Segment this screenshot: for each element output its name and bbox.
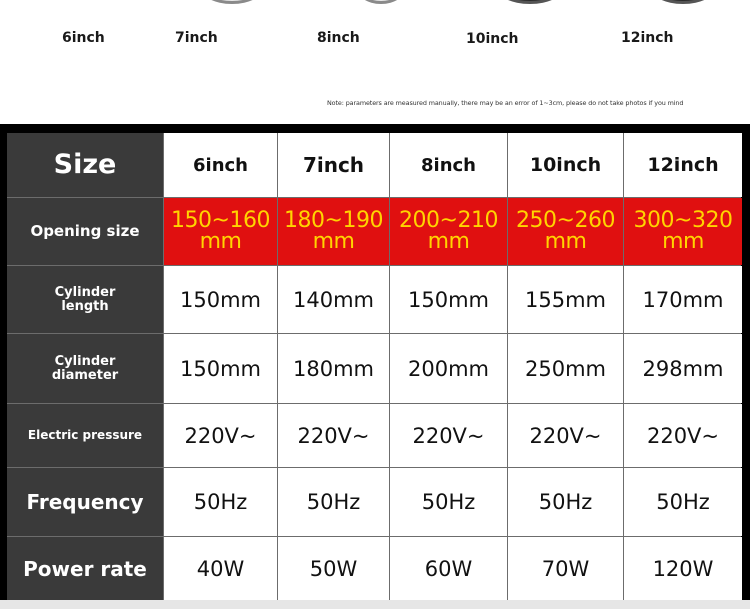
electric-pressure-7inch: 220V~ [278, 404, 389, 467]
table-corner-header: Size [7, 133, 163, 197]
power-rate-12inch: 120W [624, 537, 742, 601]
power-rate-8inch: 60W [390, 537, 507, 601]
electric-pressure-12inch: 220V~ [624, 404, 742, 467]
cylinder-diameter-6inch: 150mm [164, 334, 277, 403]
row-header-cylinder-length: Cylinder length [7, 266, 163, 333]
pan-image-12inch [650, 0, 716, 4]
size-label-6inch: 6inch [62, 30, 105, 46]
opening-size-10inch: 250~260 mm [508, 198, 623, 265]
column-header-10inch: 10inch [508, 133, 623, 197]
spec-table [7, 133, 741, 600]
pan-image-10inch [496, 0, 564, 4]
frequency-8inch: 50Hz [390, 468, 507, 536]
electric-pressure-8inch: 220V~ [390, 404, 507, 467]
cylinder-diameter-12inch: 298mm [624, 334, 742, 403]
measurement-note: Note: parameters are measured manually, there may be an error of 1~3cm, please do not take photos if you mind [327, 99, 684, 107]
opening-size-7inch: 180~190 mm [278, 198, 389, 265]
row-header-frequency: Frequency [7, 468, 163, 536]
cylinder-length-6inch: 150mm [164, 266, 277, 333]
opening-size-6inch: 150~160 mm [164, 198, 277, 265]
column-header-12inch: 12inch [624, 133, 742, 197]
product-images-area [0, 0, 750, 124]
electric-pressure-10inch: 220V~ [508, 404, 623, 467]
cylinder-diameter-10inch: 250mm [508, 334, 623, 403]
frequency-10inch: 50Hz [508, 468, 623, 536]
spec-table-frame [0, 124, 750, 609]
frequency-12inch: 50Hz [624, 468, 742, 536]
cylinder-length-12inch: 170mm [624, 266, 742, 333]
pan-image-7inch [200, 0, 264, 4]
size-label-7inch: 7inch [175, 30, 218, 46]
cylinder-length-10inch: 155mm [508, 266, 623, 333]
frequency-6inch: 50Hz [164, 468, 277, 536]
electric-pressure-6inch: 220V~ [164, 404, 277, 467]
cylinder-diameter-8inch: 200mm [390, 334, 507, 403]
row-header-cylinder-diameter: Cylinder diameter [7, 334, 163, 403]
cylinder-length-7inch: 140mm [278, 266, 389, 333]
size-label-10inch: 10inch [466, 31, 519, 47]
column-header-6inch: 6inch [164, 133, 277, 197]
size-label-8inch: 8inch [317, 30, 360, 46]
column-header-8inch: 8inch [390, 133, 507, 197]
row-header-power-rate: Power rate [7, 537, 163, 601]
power-rate-6inch: 40W [164, 537, 277, 601]
column-header-7inch: 7inch [278, 133, 389, 197]
power-rate-7inch: 50W [278, 537, 389, 601]
pan-image-8inch [356, 0, 406, 4]
row-header-electric-pressure: Electric pressure [7, 404, 163, 467]
bottom-strip [0, 600, 750, 609]
power-rate-10inch: 70W [508, 537, 623, 601]
opening-size-8inch: 200~210 mm [390, 198, 507, 265]
row-header-opening-size: Opening size [7, 198, 163, 265]
size-label-12inch: 12inch [621, 30, 674, 46]
frequency-7inch: 50Hz [278, 468, 389, 536]
cylinder-length-8inch: 150mm [390, 266, 507, 333]
opening-size-12inch: 300~320 mm [624, 198, 742, 265]
cylinder-diameter-7inch: 180mm [278, 334, 389, 403]
